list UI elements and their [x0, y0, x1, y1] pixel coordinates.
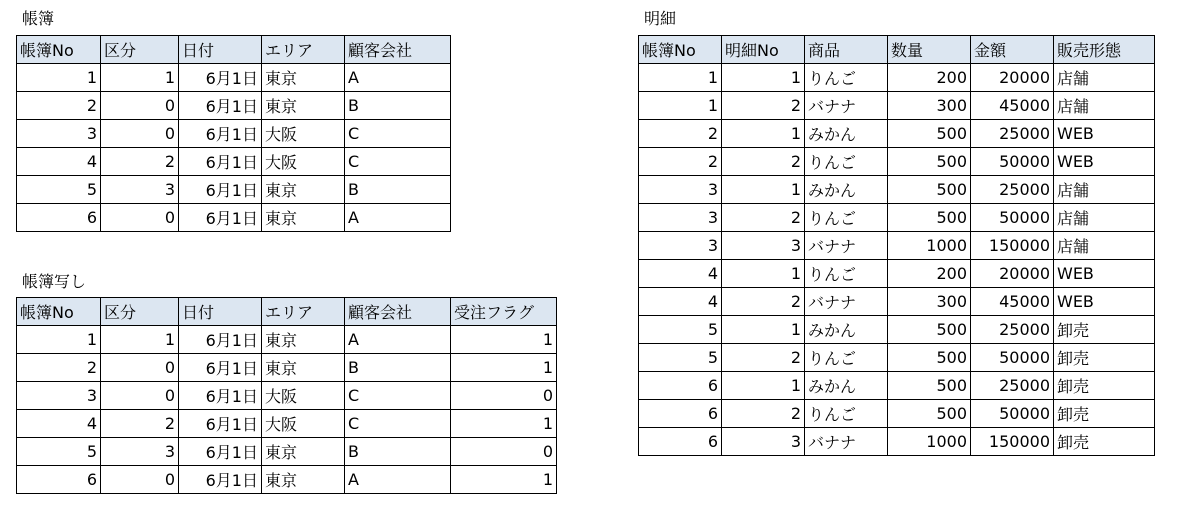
table-row: [17, 466, 557, 494]
table-row: [639, 148, 1155, 176]
table-cell[interactable]: 1: [451, 466, 557, 494]
table-cell[interactable]: 50000: [971, 344, 1054, 372]
table-cell[interactable]: 6月1日: [179, 354, 262, 382]
ledger-header-row: [17, 36, 451, 64]
table-cell[interactable]: 店舗: [1054, 64, 1155, 92]
table-cell[interactable]: 0: [451, 382, 557, 410]
table-cell[interactable]: 25000: [971, 316, 1054, 344]
table-cell[interactable]: 大阪: [262, 148, 345, 176]
table-cell[interactable]: 2: [17, 92, 101, 120]
table-cell[interactable]: WEB: [1054, 148, 1155, 176]
table-cell[interactable]: 300: [888, 92, 971, 120]
table-row: [17, 354, 557, 382]
table-cell[interactable]: C: [345, 410, 451, 438]
table-cell[interactable]: 3: [639, 176, 722, 204]
column-header[interactable]: 数量: [888, 36, 971, 64]
details-table: [638, 35, 1155, 456]
table-cell[interactable]: 6: [639, 372, 722, 400]
ledger-title: 帳簿: [22, 9, 55, 28]
column-header[interactable]: 帳簿No: [17, 298, 101, 326]
table-cell[interactable]: みかん: [805, 372, 888, 400]
table-cell[interactable]: 0: [101, 92, 179, 120]
table-cell[interactable]: B: [345, 176, 451, 204]
table-cell[interactable]: 50000: [971, 148, 1054, 176]
table-cell[interactable]: 0: [101, 204, 179, 232]
table-cell[interactable]: 6月1日: [179, 92, 262, 120]
table-cell[interactable]: 500: [888, 176, 971, 204]
table-cell[interactable]: B: [345, 438, 451, 466]
details-header-row: [639, 36, 1155, 64]
table-cell[interactable]: 5: [639, 344, 722, 372]
column-header[interactable]: 帳簿No: [17, 36, 101, 64]
column-header[interactable]: 日付: [179, 298, 262, 326]
table-cell[interactable]: 4: [639, 288, 722, 316]
table-cell[interactable]: 3: [722, 232, 805, 260]
table-cell[interactable]: 東京: [262, 326, 345, 354]
column-header[interactable]: 顧客会社: [345, 36, 451, 64]
table-cell[interactable]: 25000: [971, 176, 1054, 204]
table-cell[interactable]: 20000: [971, 64, 1054, 92]
table-cell[interactable]: 6月1日: [179, 204, 262, 232]
table-cell[interactable]: 東京: [262, 92, 345, 120]
table-cell[interactable]: バナナ: [805, 288, 888, 316]
table-cell[interactable]: りんご: [805, 400, 888, 428]
table-cell[interactable]: 3: [17, 120, 101, 148]
ledger-copy-table: [16, 297, 557, 494]
column-header[interactable]: 明細No: [722, 36, 805, 64]
table-cell[interactable]: 1: [101, 64, 179, 92]
table-row: [639, 372, 1155, 400]
table-cell[interactable]: みかん: [805, 176, 888, 204]
table-cell[interactable]: WEB: [1054, 120, 1155, 148]
table-row: [639, 92, 1155, 120]
table-cell[interactable]: 1: [17, 326, 101, 354]
table-cell[interactable]: 45000: [971, 288, 1054, 316]
table-cell[interactable]: B: [345, 354, 451, 382]
table-row: [17, 64, 451, 92]
table-cell[interactable]: 5: [639, 316, 722, 344]
table-row: [639, 232, 1155, 260]
table-cell[interactable]: 2: [722, 92, 805, 120]
table-row: [17, 326, 557, 354]
table-cell[interactable]: 2: [722, 344, 805, 372]
table-cell[interactable]: 1: [722, 372, 805, 400]
table-row: [639, 400, 1155, 428]
table-cell[interactable]: C: [345, 382, 451, 410]
table-cell[interactable]: 卸売: [1054, 372, 1155, 400]
table-cell[interactable]: 3: [639, 204, 722, 232]
table-row: [639, 344, 1155, 372]
table-cell[interactable]: バナナ: [805, 232, 888, 260]
table-cell[interactable]: 東京: [262, 204, 345, 232]
table-cell[interactable]: 1: [451, 410, 557, 438]
details-title: 明細: [644, 9, 677, 28]
table-cell[interactable]: 5: [17, 438, 101, 466]
table-cell[interactable]: 25000: [971, 372, 1054, 400]
table-cell[interactable]: 6: [639, 428, 722, 456]
table-cell[interactable]: 大阪: [262, 382, 345, 410]
table-cell[interactable]: WEB: [1054, 288, 1155, 316]
table-cell[interactable]: 1: [722, 64, 805, 92]
table-cell[interactable]: 0: [451, 438, 557, 466]
table-cell[interactable]: 150000: [971, 428, 1054, 456]
table-cell[interactable]: みかん: [805, 120, 888, 148]
table-cell[interactable]: WEB: [1054, 260, 1155, 288]
table-cell[interactable]: 4: [17, 148, 101, 176]
column-header[interactable]: エリア: [262, 298, 345, 326]
table-cell[interactable]: りんご: [805, 204, 888, 232]
table-row: [639, 428, 1155, 456]
table-row: [17, 382, 557, 410]
table-cell[interactable]: 300: [888, 288, 971, 316]
table-cell[interactable]: 東京: [262, 64, 345, 92]
table-cell[interactable]: 6月1日: [179, 382, 262, 410]
table-cell[interactable]: 500: [888, 148, 971, 176]
table-cell[interactable]: 45000: [971, 92, 1054, 120]
table-cell[interactable]: 150000: [971, 232, 1054, 260]
table-cell[interactable]: 2: [722, 148, 805, 176]
table-cell[interactable]: 1: [722, 316, 805, 344]
table-cell[interactable]: 25000: [971, 120, 1054, 148]
table-cell[interactable]: 1: [722, 176, 805, 204]
table-cell[interactable]: 卸売: [1054, 316, 1155, 344]
table-cell[interactable]: 0: [101, 466, 179, 494]
column-header[interactable]: 商品: [805, 36, 888, 64]
table-cell[interactable]: 2: [639, 148, 722, 176]
table-cell[interactable]: 6: [17, 204, 101, 232]
table-cell[interactable]: バナナ: [805, 428, 888, 456]
table-row: [17, 120, 451, 148]
table-cell[interactable]: 500: [888, 204, 971, 232]
table-cell[interactable]: 東京: [262, 466, 345, 494]
column-header[interactable]: 区分: [101, 298, 179, 326]
table-cell[interactable]: 東京: [262, 354, 345, 382]
table-cell[interactable]: りんご: [805, 148, 888, 176]
table-cell[interactable]: 卸売: [1054, 344, 1155, 372]
table-cell[interactable]: 6月1日: [179, 466, 262, 494]
table-cell[interactable]: 1: [17, 64, 101, 92]
table-cell[interactable]: 2: [722, 204, 805, 232]
table-cell[interactable]: 1: [639, 64, 722, 92]
table-cell[interactable]: 店舗: [1054, 204, 1155, 232]
table-cell[interactable]: 3: [101, 176, 179, 204]
table-cell[interactable]: 大阪: [262, 410, 345, 438]
table-cell[interactable]: りんご: [805, 260, 888, 288]
table-cell[interactable]: 50000: [971, 400, 1054, 428]
table-cell[interactable]: A: [345, 204, 451, 232]
ledger-copy-header-row: [17, 298, 557, 326]
table-cell[interactable]: 2: [722, 400, 805, 428]
table-row: [17, 176, 451, 204]
table-cell[interactable]: A: [345, 64, 451, 92]
table-cell[interactable]: A: [345, 466, 451, 494]
column-header[interactable]: 日付: [179, 36, 262, 64]
table-cell[interactable]: 3: [101, 438, 179, 466]
table-cell[interactable]: 6: [639, 400, 722, 428]
table-cell[interactable]: 5: [17, 176, 101, 204]
table-cell[interactable]: 店舗: [1054, 92, 1155, 120]
table-cell[interactable]: 200: [888, 64, 971, 92]
table-cell[interactable]: 6月1日: [179, 64, 262, 92]
table-cell[interactable]: 2: [101, 410, 179, 438]
table-cell[interactable]: 2: [17, 354, 101, 382]
table-cell[interactable]: 東京: [262, 438, 345, 466]
table-row: [639, 288, 1155, 316]
table-cell[interactable]: バナナ: [805, 92, 888, 120]
column-header[interactable]: 受注フラグ: [451, 298, 557, 326]
table-cell[interactable]: 6: [17, 466, 101, 494]
table-cell[interactable]: 0: [101, 354, 179, 382]
table-row: [639, 316, 1155, 344]
table-cell[interactable]: C: [345, 120, 451, 148]
table-row: [17, 410, 557, 438]
table-cell[interactable]: 3: [722, 428, 805, 456]
table-row: [17, 438, 557, 466]
table-cell[interactable]: りんご: [805, 64, 888, 92]
table-row: [17, 92, 451, 120]
ledger-copy-title: 帳簿写し: [22, 272, 87, 291]
table-cell[interactable]: 1000: [888, 232, 971, 260]
table-cell[interactable]: 1: [722, 120, 805, 148]
table-cell[interactable]: 店舗: [1054, 232, 1155, 260]
table-cell[interactable]: 20000: [971, 260, 1054, 288]
table-cell[interactable]: 店舗: [1054, 176, 1155, 204]
table-cell[interactable]: 0: [101, 120, 179, 148]
table-cell[interactable]: 200: [888, 260, 971, 288]
table-cell[interactable]: 50000: [971, 204, 1054, 232]
table-cell[interactable]: 2: [722, 288, 805, 316]
table-row: [17, 204, 451, 232]
ledger-table: [16, 35, 451, 232]
table-cell[interactable]: 0: [101, 382, 179, 410]
table-cell[interactable]: 6月1日: [179, 176, 262, 204]
table-row: [639, 120, 1155, 148]
table-cell[interactable]: 卸売: [1054, 428, 1155, 456]
table-cell[interactable]: 1: [451, 354, 557, 382]
table-cell[interactable]: 1: [722, 260, 805, 288]
table-cell[interactable]: 500: [888, 400, 971, 428]
table-cell[interactable]: 1: [451, 326, 557, 354]
table-cell[interactable]: 3: [639, 232, 722, 260]
table-row: [639, 64, 1155, 92]
table-cell[interactable]: 6月1日: [179, 148, 262, 176]
table-cell[interactable]: 500: [888, 120, 971, 148]
table-cell[interactable]: 500: [888, 344, 971, 372]
table-cell[interactable]: 1: [101, 326, 179, 354]
table-cell[interactable]: 3: [17, 382, 101, 410]
table-cell[interactable]: 6月1日: [179, 410, 262, 438]
table-cell[interactable]: 卸売: [1054, 400, 1155, 428]
table-cell[interactable]: 4: [17, 410, 101, 438]
table-cell[interactable]: 4: [639, 260, 722, 288]
table-cell[interactable]: 1000: [888, 428, 971, 456]
table-cell[interactable]: 500: [888, 316, 971, 344]
table-cell[interactable]: 大阪: [262, 120, 345, 148]
table-cell[interactable]: 6月1日: [179, 326, 262, 354]
table-cell[interactable]: 500: [888, 372, 971, 400]
column-header[interactable]: 帳簿No: [639, 36, 722, 64]
table-cell[interactable]: 2: [639, 120, 722, 148]
column-header[interactable]: エリア: [262, 36, 345, 64]
column-header[interactable]: 区分: [101, 36, 179, 64]
table-cell[interactable]: 1: [639, 92, 722, 120]
table-cell[interactable]: A: [345, 326, 451, 354]
table-row: [639, 204, 1155, 232]
table-row: [639, 260, 1155, 288]
table-cell[interactable]: 2: [101, 148, 179, 176]
table-row: [639, 176, 1155, 204]
table-cell[interactable]: B: [345, 92, 451, 120]
table-cell[interactable]: C: [345, 148, 451, 176]
column-header[interactable]: 顧客会社: [345, 298, 451, 326]
table-cell[interactable]: みかん: [805, 316, 888, 344]
table-cell[interactable]: 東京: [262, 176, 345, 204]
column-header[interactable]: 金額: [971, 36, 1054, 64]
table-row: [17, 148, 451, 176]
column-header[interactable]: 販売形態: [1054, 36, 1155, 64]
table-cell[interactable]: りんご: [805, 344, 888, 372]
table-cell[interactable]: 6月1日: [179, 438, 262, 466]
table-cell[interactable]: 6月1日: [179, 120, 262, 148]
